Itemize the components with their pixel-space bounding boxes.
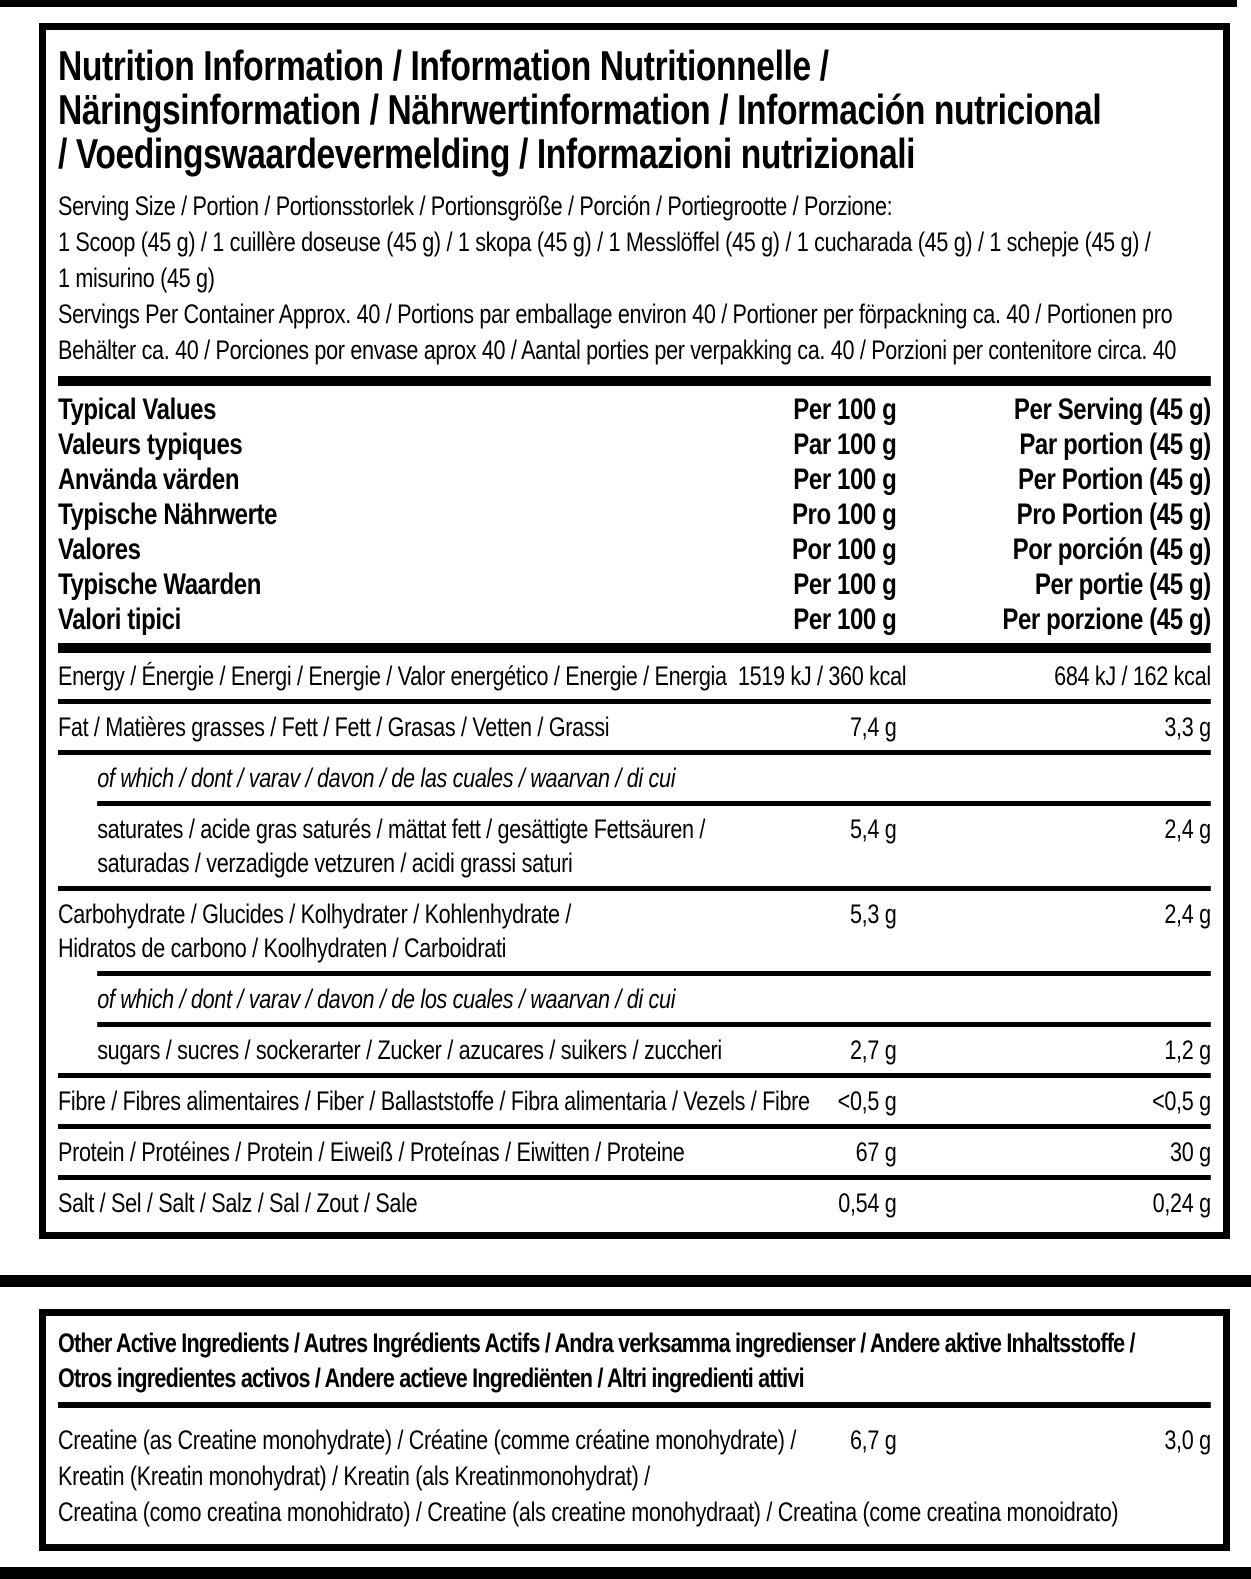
ingredients-header bbox=[58, 1326, 1211, 1396]
saturates-per-100g-value: 5,4 g bbox=[849, 814, 897, 844]
saturates-label bbox=[97, 812, 768, 880]
carbohydrate-per-100g-value: 5,3 g bbox=[849, 899, 897, 929]
of-which-carbohydrate-label bbox=[97, 982, 1211, 1016]
ingredients-panel-content bbox=[58, 1326, 1211, 1536]
serving-info-line: Serving Size / Portion / Portionsstorlek / Portionsgröße / Porción / Portiegrootte / Porzione: bbox=[58, 191, 893, 221]
salt-row bbox=[58, 1180, 1211, 1226]
typical-values-row bbox=[58, 497, 1211, 532]
fibre-label bbox=[58, 1084, 810, 1118]
of-which-fat-label bbox=[97, 761, 1211, 795]
energy-per-100g-value: 1519 kJ / 360 kcal bbox=[737, 661, 907, 691]
fat-label bbox=[58, 710, 768, 744]
typical-values-row bbox=[58, 602, 1211, 637]
saturates-label-line: saturates / acide gras saturés / mättat fett / gesättigte Fettsäuren / bbox=[97, 814, 706, 844]
panel-title-line: Nutrition Information / Information Nutritionnelle / bbox=[58, 42, 829, 89]
typical-values-label: Använda värden bbox=[58, 463, 240, 496]
per-serving-column-header: Per Portion (45 g) bbox=[1017, 463, 1211, 496]
per-serving-column-header: Pro Portion (45 g) bbox=[1016, 498, 1211, 531]
panel-divider-bar bbox=[0, 1275, 1251, 1287]
typical-values-row bbox=[58, 532, 1211, 567]
typical-values-row bbox=[58, 427, 1211, 462]
serving-info bbox=[58, 188, 1211, 368]
sugars-label bbox=[97, 1033, 768, 1067]
separator-below-header bbox=[58, 643, 1211, 653]
salt-label bbox=[58, 1186, 768, 1220]
typical-values-label: Typische Waarden bbox=[58, 568, 261, 601]
typical-values-label: Typical Values bbox=[58, 393, 217, 426]
typical-values-label: Valeurs typiques bbox=[58, 428, 243, 461]
energy-row bbox=[58, 653, 1211, 699]
typical-values-row bbox=[58, 462, 1211, 497]
per-100g-column-header: Per 100 g bbox=[793, 603, 897, 636]
salt-label-line: Salt / Sel / Salt / Salz / Sal / Zout / Sale bbox=[58, 1188, 418, 1218]
fat-per-100g-value: 7,4 g bbox=[849, 712, 897, 742]
serving-info-line: Behälter ca. 40 / Porciones por envase aprox 40 / Aantal porties per verpakking ca. 40 / Porzioni per contenitore circa. 40 bbox=[58, 335, 1177, 365]
serving-info-line: 1 misurino (45 g) bbox=[58, 263, 215, 293]
panel-title-line: Näringsinformation / Nährwertinformation / Información nutricional bbox=[58, 86, 1102, 133]
sugars-per-serving-value: 1,2 g bbox=[1164, 1035, 1211, 1065]
per-100g-column-header: Pro 100 g bbox=[791, 498, 897, 531]
creatine-per-100g-value: 6,7 g bbox=[849, 1425, 897, 1455]
typical-values-row bbox=[58, 392, 1211, 427]
panel-title-line: / Voedingswaardevermelding / Informazioni nutrizionali bbox=[58, 130, 916, 177]
saturates-label-line: saturadas / verzadigde vetzuren / acidi grassi saturi bbox=[97, 848, 573, 878]
typical-values-label: Typische Nährwerte bbox=[58, 498, 278, 531]
other-active-ingredients-panel bbox=[39, 1309, 1230, 1551]
protein-per-100g-value: 67 g bbox=[855, 1137, 897, 1167]
saturates-per-serving-value: 2,4 g bbox=[1164, 814, 1211, 844]
typical-values-header bbox=[58, 386, 1211, 643]
protein-per-serving-value: 30 g bbox=[1170, 1137, 1211, 1167]
fibre-per-100g-value: <0,5 g bbox=[837, 1086, 897, 1116]
salt-per-100g-value: 0,54 g bbox=[838, 1188, 897, 1218]
ingredients-table bbox=[58, 1410, 1211, 1536]
energy-label-line: Energy / Énergie / Energi / Energie / Valor energético / Energie / Energia bbox=[58, 661, 727, 691]
energy-per-serving-value: 684 kJ / 162 kcal bbox=[1054, 661, 1211, 691]
carbohydrate-per-serving-value: 2,4 g bbox=[1164, 899, 1211, 929]
panel-title bbox=[58, 44, 1211, 176]
sugars-per-100g-value: 2,7 g bbox=[849, 1035, 897, 1065]
energy-label bbox=[58, 659, 727, 693]
creatine-label-line: Kreatin (Kreatin monohydrat) / Kreatin (als Kreatinmonohydrat) / bbox=[58, 1461, 650, 1491]
per-100g-column-header: Per 100 g bbox=[793, 568, 897, 601]
creatine-row bbox=[58, 1416, 1211, 1536]
typical-values-label: Valores bbox=[58, 533, 141, 566]
protein-label bbox=[58, 1135, 768, 1169]
nutrient-table bbox=[58, 653, 1211, 1226]
per-100g-column-header: Par 100 g bbox=[793, 428, 897, 461]
ingredients-header-line: Otros ingredientes activos / Andere actieve Ingrediënten / Altri ingredienti attivi bbox=[58, 1363, 804, 1393]
per-100g-column-header: Per 100 g bbox=[793, 393, 897, 426]
carbohydrate-label-line: Carbohydrate / Glucides / Kolhydrater / Kohlenhydrate / bbox=[58, 899, 572, 929]
bottom-cutoff-bar bbox=[0, 1567, 1251, 1579]
typical-values-row bbox=[58, 567, 1211, 602]
creatine-label-line: Creatina (como creatina monohidrato) / Creatine (als creatine monohydraat) / Creatina (come creatina monoidrato) bbox=[58, 1497, 1119, 1527]
per-100g-column-header: Per 100 g bbox=[793, 463, 897, 496]
fat-row bbox=[58, 704, 1211, 750]
of-which-carbohydrate-row bbox=[97, 976, 1211, 1022]
fibre-per-serving-value: <0,5 g bbox=[1152, 1086, 1211, 1116]
saturates-row bbox=[97, 806, 1211, 886]
nutrition-panel-content bbox=[58, 44, 1211, 1226]
serving-info-line: 1 Scoop (45 g) / 1 cuillère doseuse (45 g) / 1 skopa (45 g) / 1 Messlöffel (45 g) / 1 cucharada (45 g) / 1 schepje (45 g) / bbox=[58, 227, 1151, 257]
carbohydrate-label-line: Hidratos de carbono / Koolhydraten / Carboidrati bbox=[58, 933, 507, 963]
per-serving-column-header: Per Serving (45 g) bbox=[1013, 393, 1211, 426]
protein-label-line: Protein / Protéines / Protein / Eiweiß / Proteínas / Eiwitten / Proteine bbox=[58, 1137, 685, 1167]
salt-per-serving-value: 0,24 g bbox=[1152, 1188, 1211, 1218]
ingredients-header-separator bbox=[58, 1402, 1211, 1408]
creatine-label-line: Creatine (as Creatine monohydrate) / Créatine (comme créatine monohydrate) / bbox=[58, 1425, 797, 1455]
fat-per-serving-value: 3,3 g bbox=[1164, 712, 1211, 742]
typical-values-label: Valori tipici bbox=[58, 603, 181, 636]
per-serving-column-header: Par portion (45 g) bbox=[1019, 428, 1211, 461]
fibre-row bbox=[58, 1078, 1211, 1124]
ingredients-header-line: Other Active Ingredients / Autres Ingrédients Actifs / Andra verksamma ingredienser / Andere aktive Inhaltsstoffe / bbox=[58, 1328, 1135, 1358]
fibre-label-line: Fibre / Fibres alimentaires / Fiber / Ballaststoffe / Fibra alimentaria / Vezels / Fibre bbox=[58, 1086, 810, 1116]
carbohydrate-row bbox=[58, 891, 1211, 971]
per-serving-column-header: Per portie (45 g) bbox=[1034, 568, 1211, 601]
nutrition-facts-panel bbox=[39, 23, 1230, 1239]
per-100g-column-header: Por 100 g bbox=[791, 533, 897, 566]
top-edge-bar bbox=[0, 0, 1237, 7]
carbohydrate-label bbox=[58, 897, 768, 965]
protein-row bbox=[58, 1129, 1211, 1175]
separator-above-header bbox=[58, 376, 1211, 386]
of-which-fat-label-line: of which / dont / varav / davon / de las cuales / waarvan / di cui bbox=[97, 763, 676, 793]
serving-info-line: Servings Per Container Approx. 40 / Portions par emballage environ 40 / Portioner per förpackning ca. 40 / Portionen pro bbox=[58, 299, 1173, 329]
per-serving-column-header: Per porzione (45 g) bbox=[1002, 603, 1211, 636]
of-which-fat-row bbox=[97, 755, 1211, 801]
per-serving-column-header: Por porción (45 g) bbox=[1012, 533, 1211, 566]
of-which-carbohydrate-label-line: of which / dont / varav / davon / de los cuales / waarvan / di cui bbox=[97, 984, 676, 1014]
sugars-row bbox=[97, 1027, 1211, 1073]
fat-label-line: Fat / Matières grasses / Fett / Fett / Grasas / Vetten / Grassi bbox=[58, 712, 610, 742]
sugars-label-line: sugars / sucres / sockerarter / Zucker / azucares / suikers / zuccheri bbox=[97, 1035, 722, 1065]
creatine-per-serving-value: 3,0 g bbox=[1164, 1425, 1211, 1455]
